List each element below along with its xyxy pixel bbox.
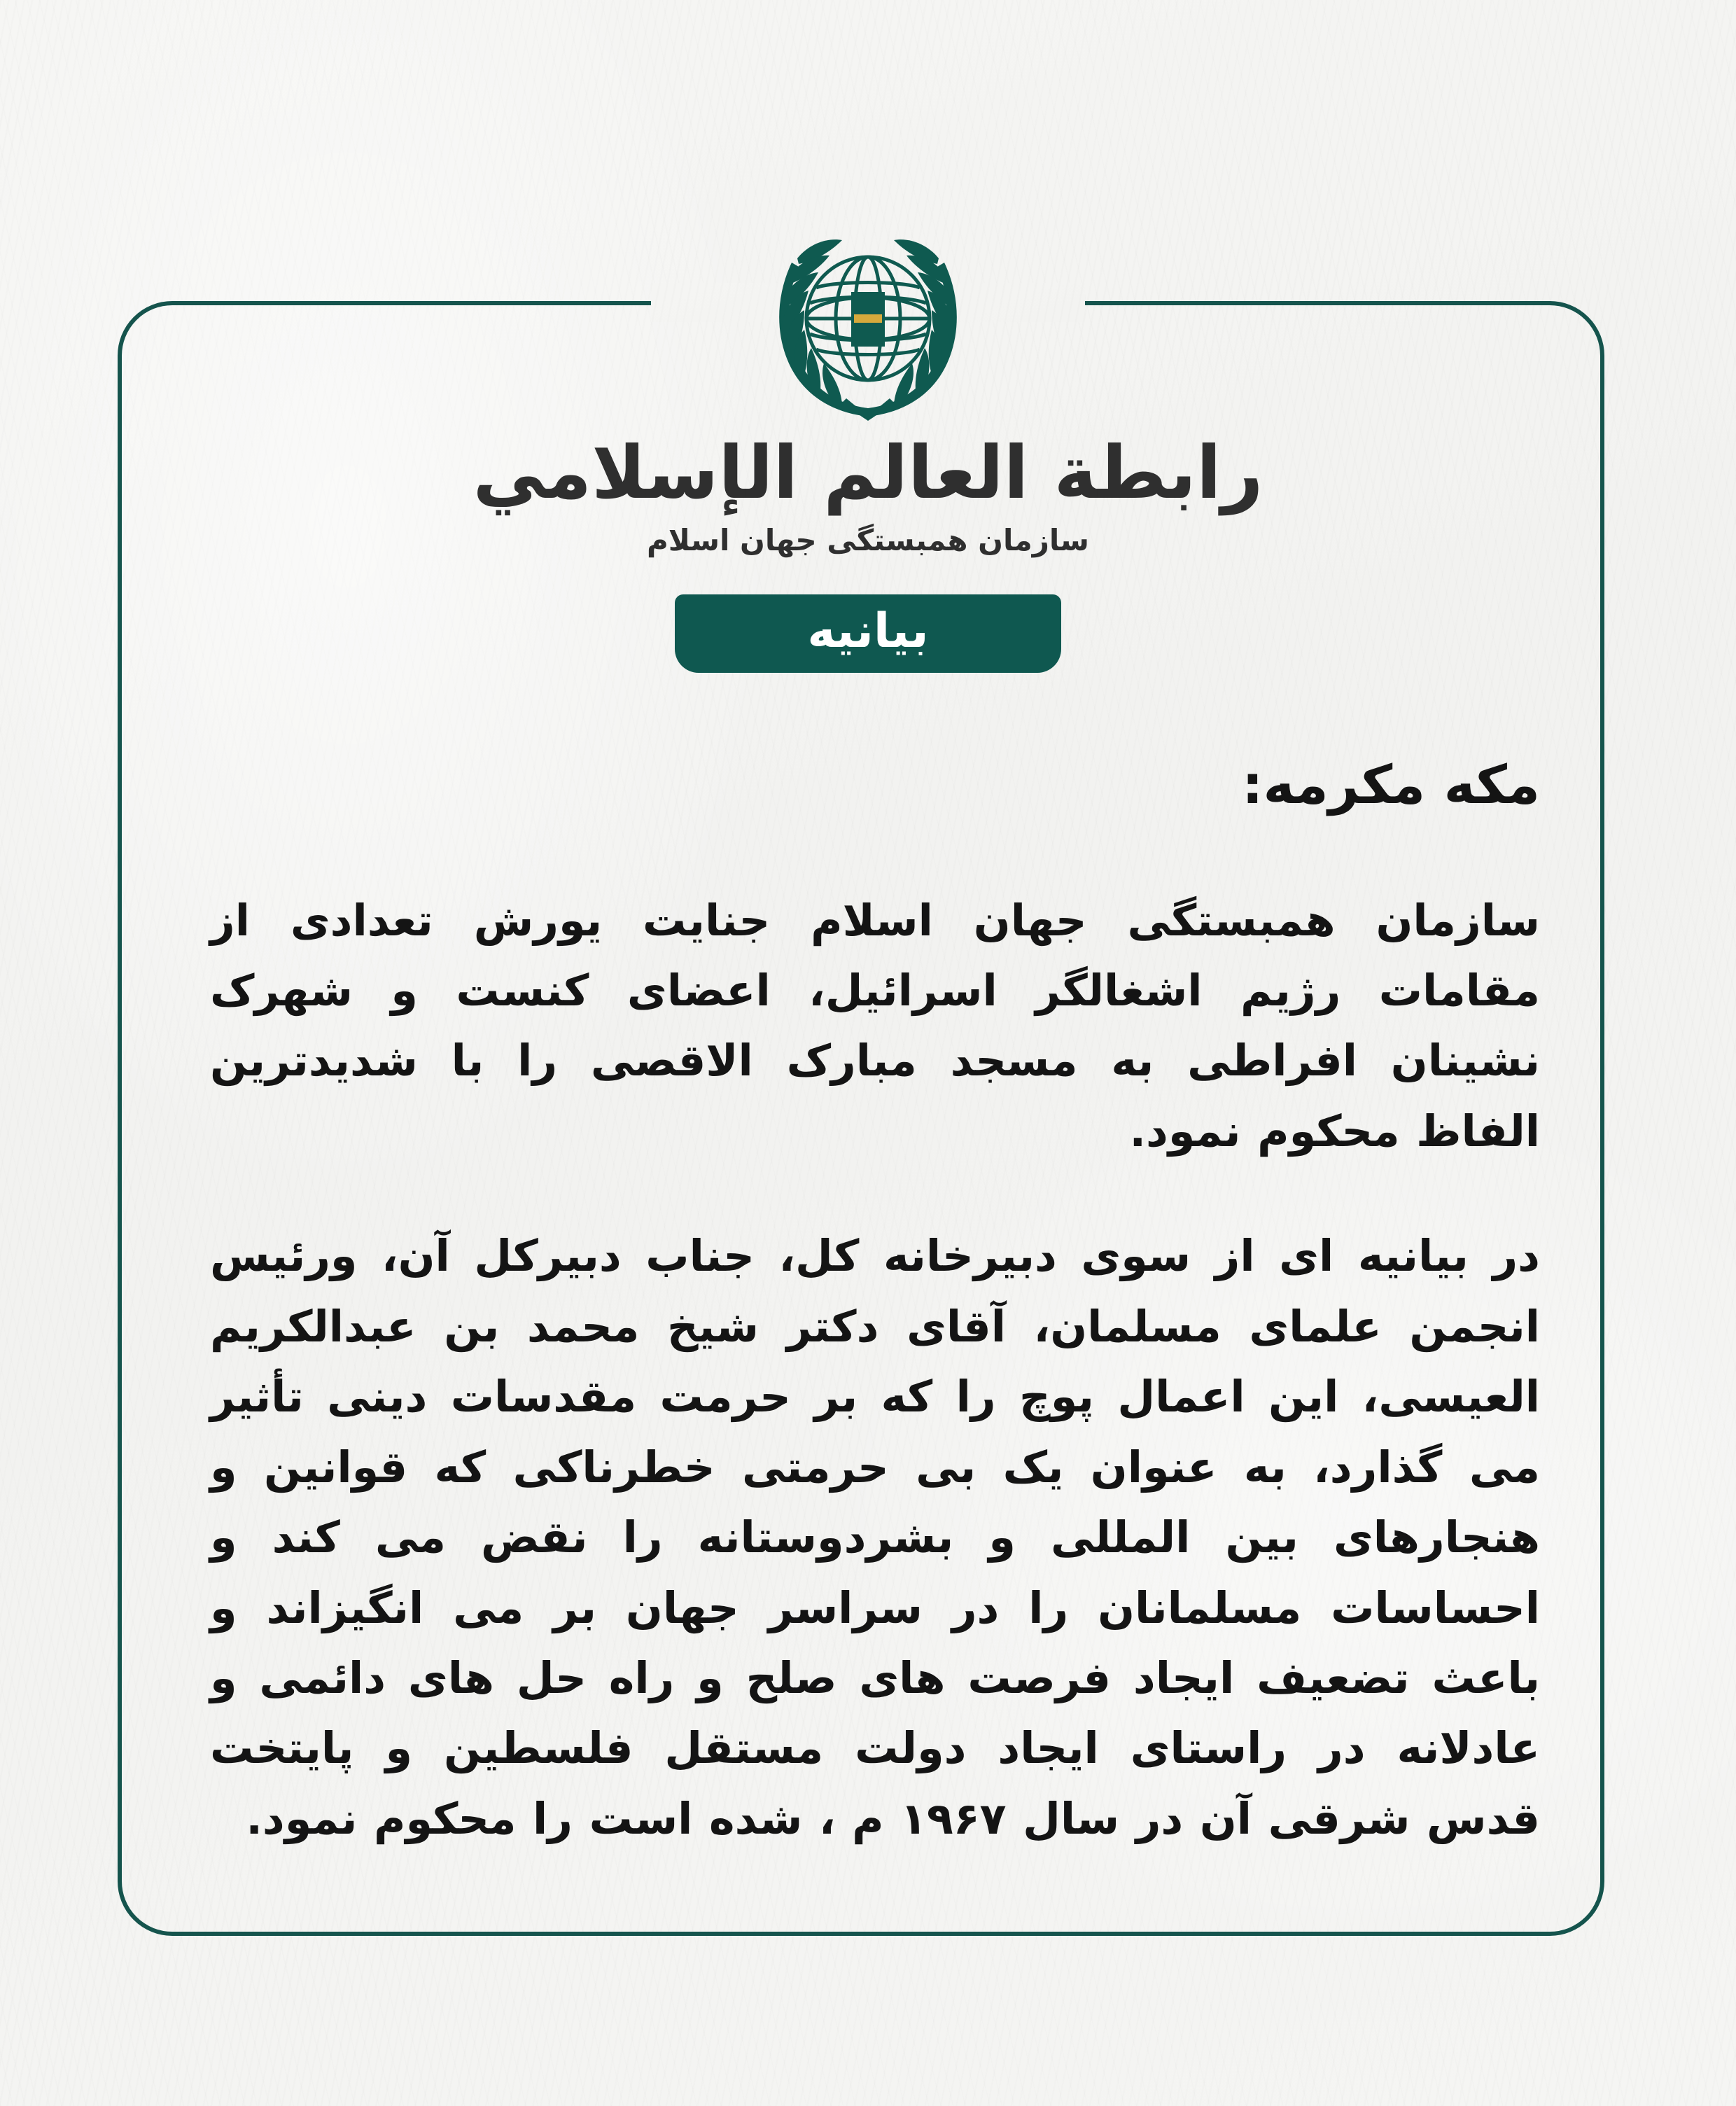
wordmark-arabic: رابطة العالم الإسلامي — [472, 430, 1264, 515]
statement-badge-container — [0, 594, 1736, 673]
organization-wordmark — [0, 428, 1736, 559]
wordmark-persian: سازمان همبستگی جهان اسلام — [647, 522, 1089, 557]
statement-body — [210, 749, 1540, 1854]
statement-paragraph-1: سازمان همبستگی جهان اسلام جنایت یورش تعدادی از مقامات رژیم اشغالگر اسرائیل، اعضای کنست و شهرک نشینان افراطی به مسجد مبارک الاقصی را با شدیدترین الفاظ محکوم نمود. — [210, 894, 1540, 1157]
globe-laurel-wreath-emblem-icon — [724, 214, 1011, 424]
statement-paragraph-2: در بیانیه ای از سوی دبیرخانه کل، جناب دبیرکل آن، ورئیس انجمن علمای مسلمان، آقای دکتر شیخ محمد بن عبدالکریم العیسی، این اعمال پوچ را که بر حرمت مقدسات دینی تأثیر می گذارد، به عنوان یک بی حرمتی خطرناکی که قوانین و هنجارهای بین المللی و بشردوستانه را نقض می کند و احساسات مسلمانان را در سراسر جهان بر می انگیزاند و باعث تضعیف ایجاد فرصت های صلح و راه حل های دائمی و عادلانه در راستای ایجاد دولت مستقل فلسطین و پایتخت قدس شرقی آن در سال ۱۹۶۷ م ، شده است را محکوم نمود. — [210, 1230, 1540, 1844]
statement-badge-label: بیانیه — [675, 594, 1061, 673]
salutation-line: مکه مکرمه: — [1242, 753, 1540, 816]
